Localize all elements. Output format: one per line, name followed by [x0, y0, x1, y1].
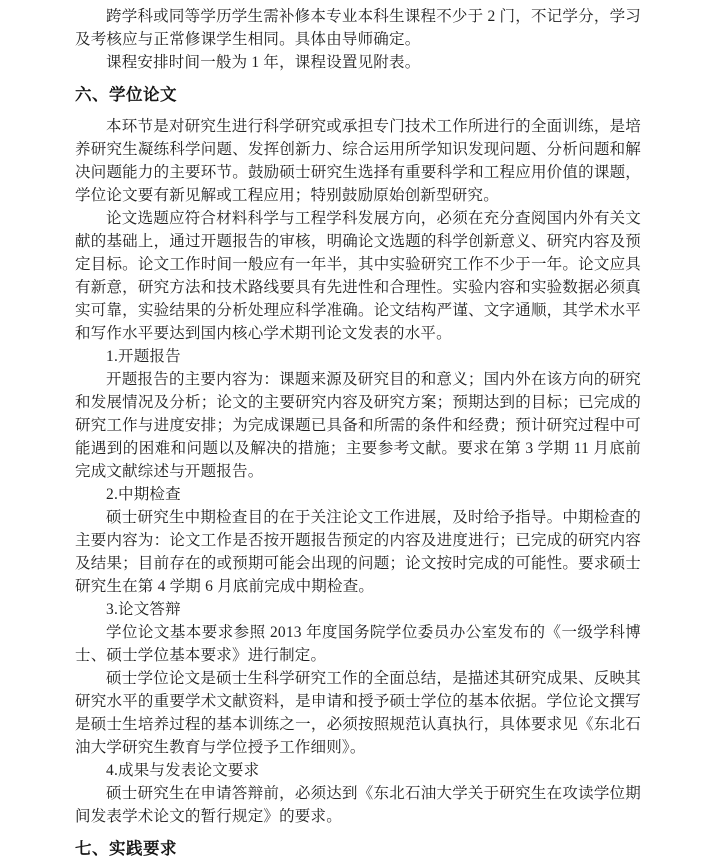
list-subheading: 4.成果与发表论文要求 — [106, 762, 260, 779]
section-heading: 六、学位论文 — [75, 86, 177, 104]
list-subheading: 2.中期检查 — [106, 486, 181, 503]
list-subheading: 3.论文答辩 — [106, 601, 181, 618]
paragraph: 学位论文基本要求参照 2013 年度国务院学位委员办公室发布的《一级学科博士、硕士学位基本要求》进行制定。 — [75, 624, 641, 664]
paragraph: 硕士学位论文是硕士生科学研究工作的全面总结，是描述其研究成果、反映其研究水平的重要学术文献资料，是申请和授予硕士学位的基本依据。学位论文撰写是硕士生培养过程的基本训练之一，必须按照规范认真执行，具体要求见《东北石油大学研究生教育与学位授予工作细则》。 — [75, 670, 641, 756]
paragraph: 硕士研究生中期检查目的在于关注论文工作进展，及时给予指导。中期检查的主要内容为：论文工作是否按开题报告预定的内容及进度进行；已完成的研究内容及结果；目前存在的或预期可能会出现的问题；论文按时完成的可能性。要求硕士研究生在第 4 学期 6 月底前完成中期检查。 — [75, 509, 641, 595]
paragraph: 本环节是对研究生进行科学研究或承担专门技术工作所进行的全面训练，是培养研究生凝练科学问题、发挥创新力、综合运用所学知识发现问题、分析问题和解决问题能力的主要环节。鼓励硕士研究生选择有重要科学和工程应用价值的课题，学位论文要有新见解或工程应用；特别鼓励原始创新型研究。 — [75, 118, 641, 204]
paragraph: 课程安排时间一般为 1 年，课程设置见附表。 — [106, 54, 421, 71]
paragraph: 跨学科或同等学历学生需补修本专业本科生课程不少于 2 门，不记学分，学习及考核应与正常修课学生相同。具体由导师确定。 — [75, 8, 641, 48]
paragraph: 论文选题应符合材料科学与工程学科发展方向，必须在充分查阅国内外有关文献的基础上，通过开题报告的审核，明确论文选题的科学创新意义、研究内容及预定目标。论文工作时间一般应有一年半，其中实验研究工作不少于一年。论文应具有新意，研究方法和技术路线要具有先进性和合理性。实验内容和实验数据必须真实可靠，实验结果的分析处理应科学准确。论文结构严谨、文字通顺，其学术水平和写作水平要达到国内核心学术期刊论文发表的水平。 — [75, 210, 641, 342]
list-subheading: 1.开题报告 — [106, 348, 181, 365]
paragraph: 开题报告的主要内容为：课题来源及研究目的和意义；国内外在该方向的研究和发展情况及分析；论文的主要研究内容及研究方案；预期达到的目标；已完成的研究工作与进度安排；为完成课题已具备和所需的条件和经费；预计研究过程中可能遇到的困难和问题以及解决的措施；主要参考文献。要求在第 3 学期 11 月底前完成文献综述与开题报告。 — [75, 371, 641, 480]
section-heading: 七、实践要求 — [75, 840, 177, 858]
paragraph: 硕士研究生在申请答辩前，必须达到《东北石油大学关于研究生在攻读学位期间发表学术论文的暂行规定》的要求。 — [75, 785, 641, 825]
